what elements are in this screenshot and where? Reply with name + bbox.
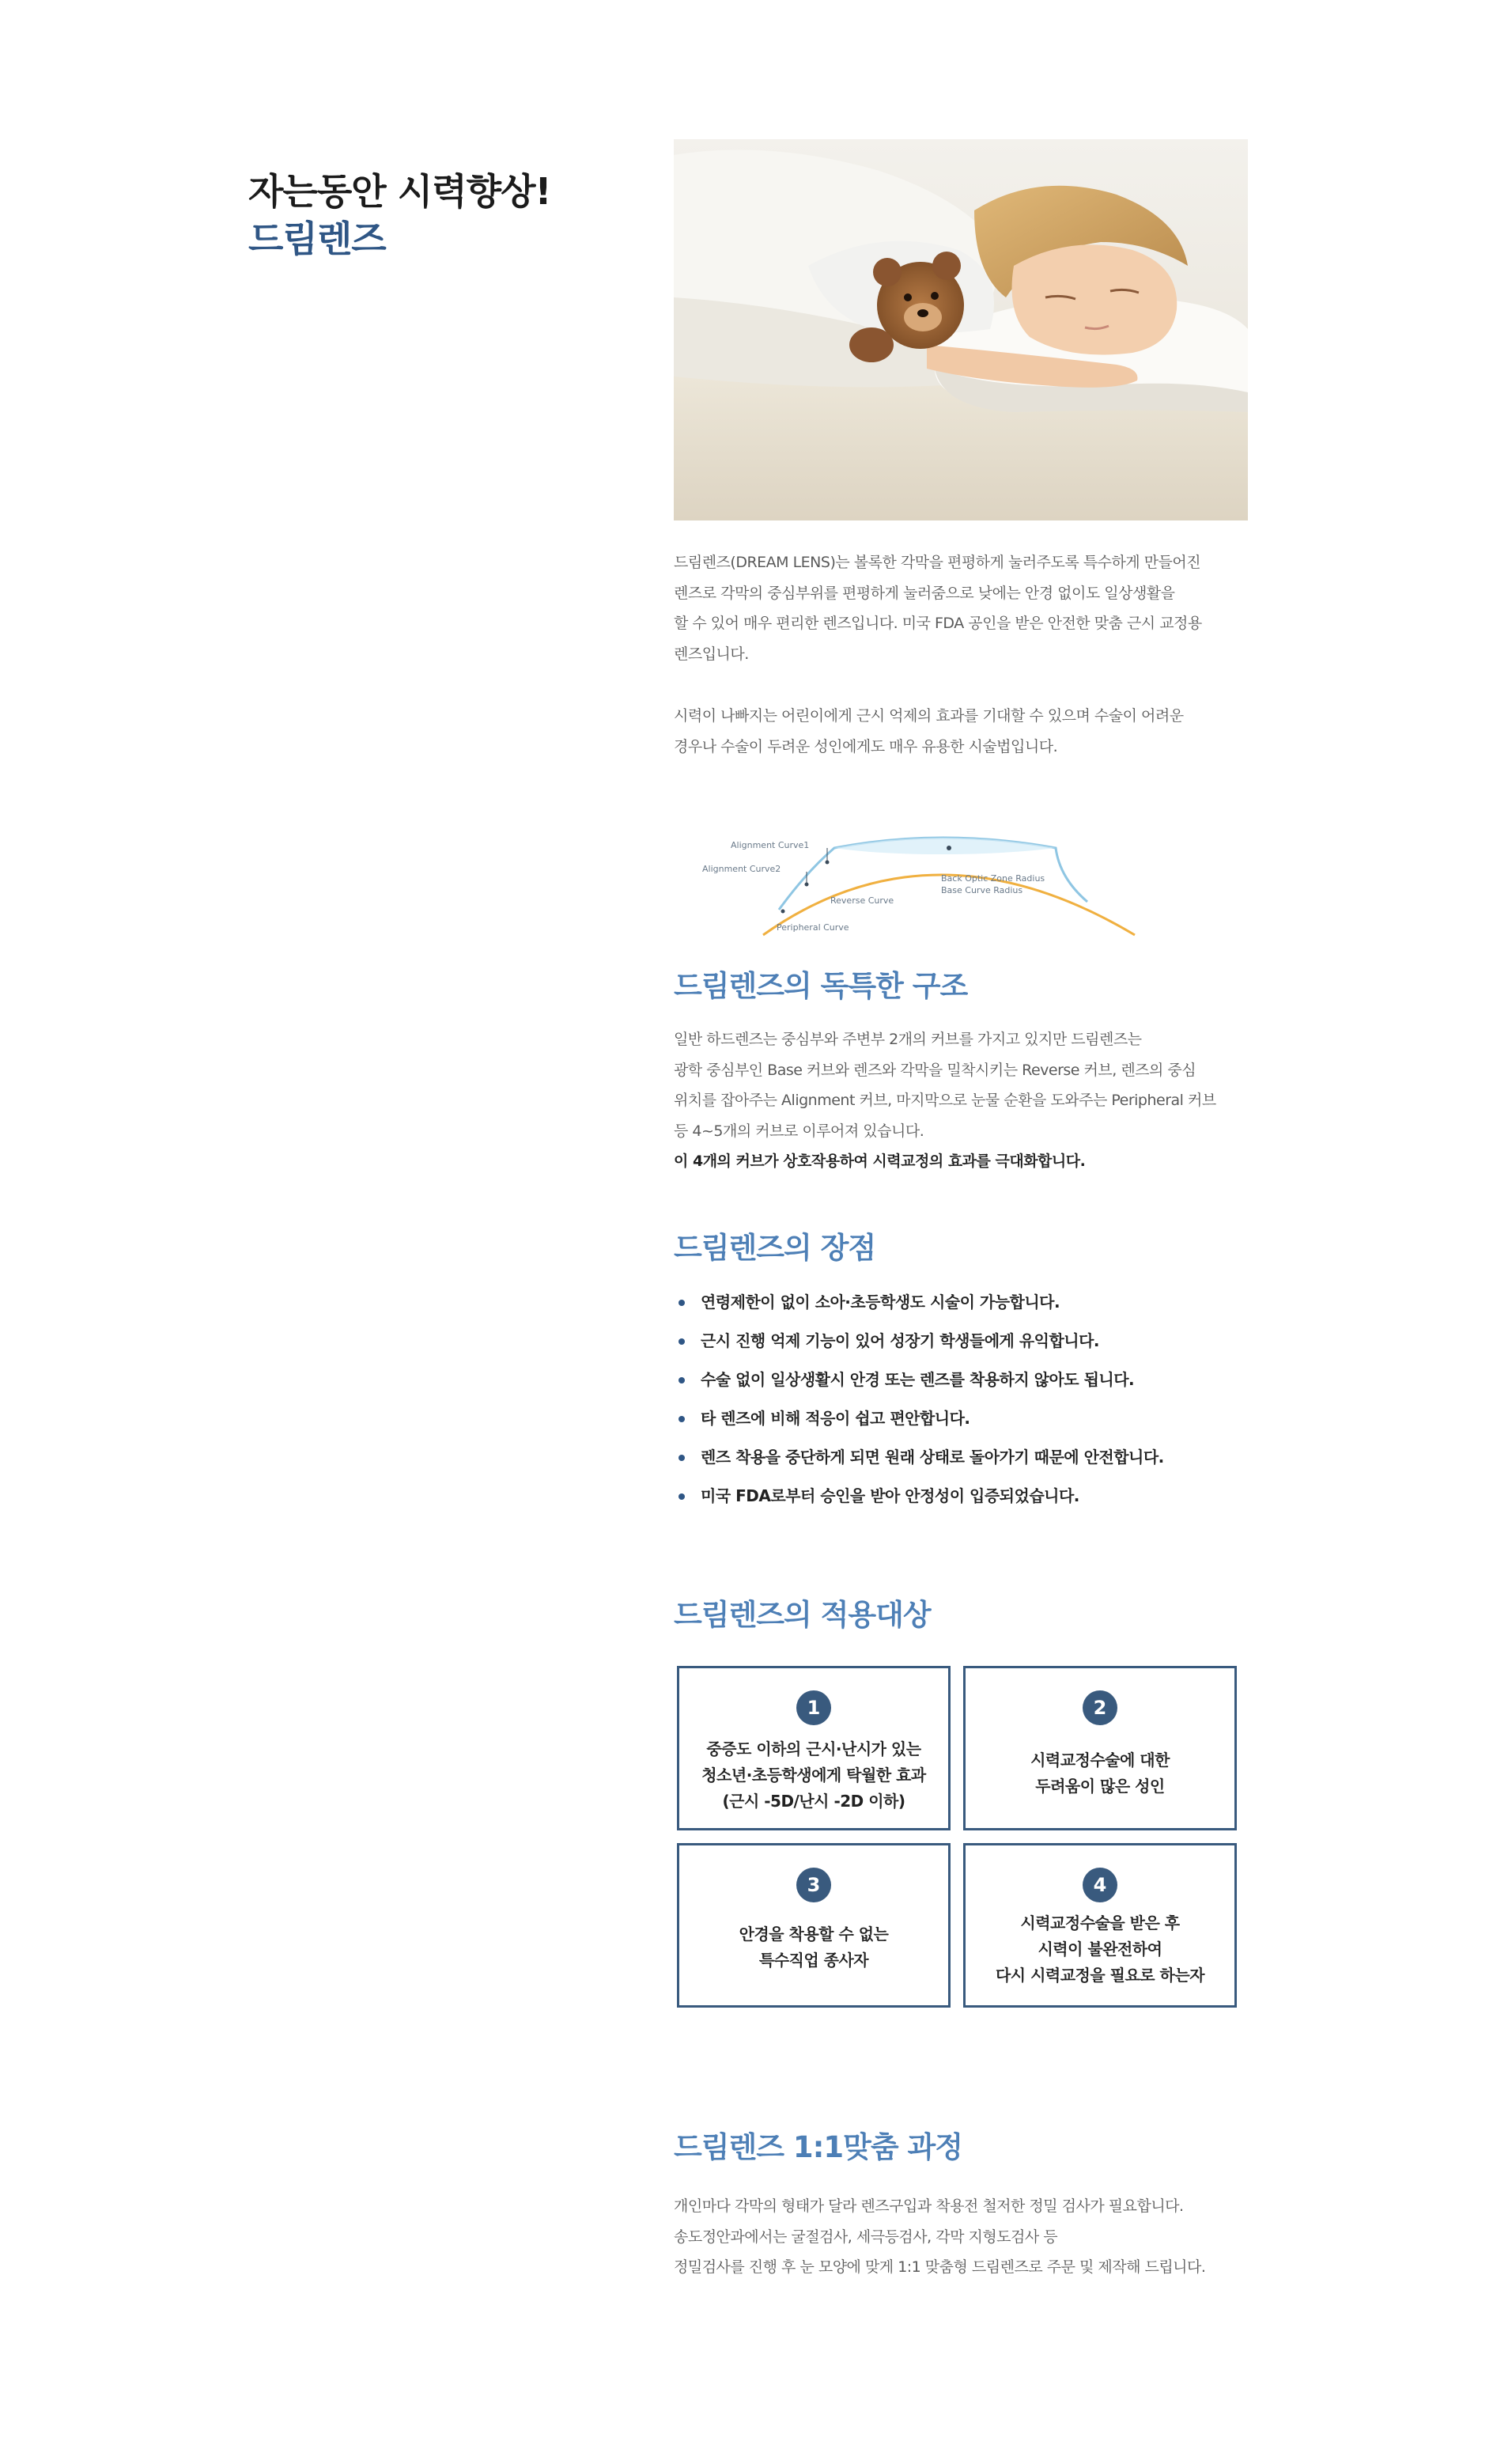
label-back-optic-zone: Back Optic Zone Radius — [941, 873, 1045, 884]
hero-title — [248, 168, 644, 263]
intro-line: 렌즈로 각막의 중심부위를 편평하게 눌러줌으로 낮에는 안경 없이도 일상생활을 — [674, 584, 1175, 602]
intro-paragraph-1 — [674, 547, 1259, 669]
card-text — [973, 1910, 1227, 1989]
targets-section-title: 드림렌즈의 적용대상 — [674, 1598, 931, 1632]
intro-paragraph-2 — [674, 701, 1259, 762]
process-section-title: 드림렌즈 1:1맞춤 과정 — [674, 2130, 962, 2164]
card-text-line: 두려움이 많은 성인 — [1035, 1777, 1165, 1796]
intro-line: 드림렌즈(DREAM LENS)는 볼록한 각막을 편평하게 눌러주도록 특수하게 만들어진 — [674, 554, 1201, 571]
card-text-line: 안경을 착용할 수 없는 — [739, 1925, 889, 1944]
advantage-text: 근시 진행 억제 기능이 있어 성장기 학생들에게 유익합니다. — [701, 1331, 1100, 1350]
target-card-2 — [963, 1666, 1237, 1830]
list-item — [674, 1399, 1259, 1438]
process-paragraph — [674, 2191, 1259, 2283]
list-item — [674, 1438, 1259, 1477]
bullet-icon — [679, 1377, 685, 1383]
structure-paragraph — [674, 1024, 1259, 1177]
card-number-badge: 2 — [1083, 1690, 1117, 1725]
process-line: 개인마다 각막의 형태가 달라 렌즈구입과 착용전 철저한 정밀 검사가 필요합니다. — [674, 2197, 1184, 2215]
structure-line: 등 4~5개의 커브로 이루어져 있습니다. — [674, 1122, 924, 1140]
list-item — [674, 1322, 1259, 1361]
card-text-line: 특수직업 종사자 — [758, 1951, 869, 1970]
sleeping-child-photo — [674, 139, 1248, 520]
advantage-text: 렌즈 착용을 중단하게 되면 원래 상태로 돌아가기 때문에 안전합니다. — [701, 1448, 1164, 1467]
structure-line: 광학 중심부인 Base 커브와 렌즈와 각막을 밀착시키는 Reverse 커브, 렌즈의 중심 — [674, 1061, 1196, 1079]
target-card-3 — [677, 1843, 951, 2008]
target-card-1 — [677, 1666, 951, 1830]
bullet-icon — [679, 1338, 685, 1345]
marker-dot — [781, 910, 785, 914]
label-reverse-curve: Reverse Curve — [830, 895, 894, 906]
card-number-badge: 1 — [796, 1690, 831, 1725]
bullet-icon — [679, 1416, 685, 1422]
advantage-text: 미국 FDA로부터 승인을 받아 안정성이 입증되었습니다. — [701, 1486, 1079, 1505]
marker-dot — [947, 846, 951, 850]
target-card-4 — [963, 1843, 1237, 2008]
card-text — [687, 1736, 940, 1815]
card-number-badge: 3 — [796, 1868, 831, 1902]
advantage-text: 타 렌즈에 비해 적응이 쉽고 편안합니다. — [701, 1409, 970, 1428]
process-line: 송도정안과에서는 굴절검사, 세극등검사, 각막 지형도검사 등 — [674, 2228, 1058, 2246]
card-text-line: 시력교정수술을 받은 후 — [1020, 1913, 1180, 1932]
advantage-text: 수술 없이 일상생활시 안경 또는 렌즈를 착용하지 않아도 됩니다. — [701, 1370, 1135, 1389]
structure-emphasis: 이 4개의 커브가 상호작용하여 시력교정의 효과를 극대화합니다. — [674, 1153, 1086, 1170]
label-peripheral-curve: Peripheral Curve — [777, 922, 849, 933]
label-alignment-curve2: Alignment Curve2 — [702, 864, 781, 874]
intro-line: 할 수 있어 매우 편리한 렌즈입니다. 미국 FDA 공인을 받은 안전한 맞춤 근시 교정용 — [674, 615, 1202, 632]
hero-title-line2: 드림렌즈 — [248, 218, 386, 260]
card-text-line: 청소년·초등학생에게 탁월한 효과 — [701, 1766, 926, 1785]
advantage-text: 연령제한이 없이 소아·초등학생도 시술이 가능합니다. — [701, 1293, 1060, 1312]
hero-title-line1: 자는동안 시력향상! — [248, 170, 551, 213]
lens-inner-fill — [834, 838, 1056, 854]
intro-line: 시력이 나빠지는 어린이에게 근시 억제의 효과를 기대할 수 있으며 수술이 어려운 — [674, 707, 1184, 725]
card-text-line: 다시 시력교정을 필요로 하는자 — [995, 1966, 1205, 1985]
structure-line: 위치를 잡아주는 Alignment 커브, 마지막으로 눈물 순환을 도와주는 Peripheral 커브 — [674, 1092, 1216, 1109]
card-text-line: 시력교정수술에 대한 — [1030, 1751, 1170, 1770]
label-base-curve-radius: Base Curve Radius — [941, 885, 1023, 895]
card-text-line: (근시 -5D/난시 -2D 이하) — [722, 1792, 905, 1811]
sleeping-child-illustration — [674, 139, 1248, 520]
advantages-section-title: 드림렌즈의 장점 — [674, 1231, 876, 1265]
label-alignment-curve1: Alignment Curve1 — [731, 840, 810, 850]
bullet-icon — [679, 1455, 685, 1461]
process-line: 정밀검사를 진행 후 눈 모양에 맞게 1:1 맞춤형 드림렌즈로 주문 및 제작해 드립니다. — [674, 2258, 1206, 2276]
structure-section-title: 드림렌즈의 독특한 구조 — [674, 969, 968, 1003]
structure-line: 일반 하드렌즈는 중심부와 주변부 2개의 커브를 가지고 있지만 드림렌즈는 — [674, 1031, 1142, 1048]
list-item — [674, 1283, 1259, 1322]
intro-line: 렌즈입니다. — [674, 645, 749, 663]
card-text-line: 시력이 불완전하여 — [1038, 1940, 1162, 1959]
card-text-line: 중증도 이하의 근시·난시가 있는 — [706, 1739, 921, 1758]
card-text — [973, 1747, 1227, 1800]
intro-line: 경우나 수술이 두려운 성인에게도 매우 유용한 시술법입니다. — [674, 737, 1058, 755]
bullet-icon — [679, 1300, 685, 1306]
lens-curve-diagram — [688, 823, 1147, 941]
advantages-list — [674, 1283, 1259, 1516]
list-item — [674, 1477, 1259, 1516]
card-text — [687, 1921, 940, 1974]
bullet-icon — [679, 1493, 685, 1500]
list-item — [674, 1361, 1259, 1399]
card-number-badge: 4 — [1083, 1868, 1117, 1902]
